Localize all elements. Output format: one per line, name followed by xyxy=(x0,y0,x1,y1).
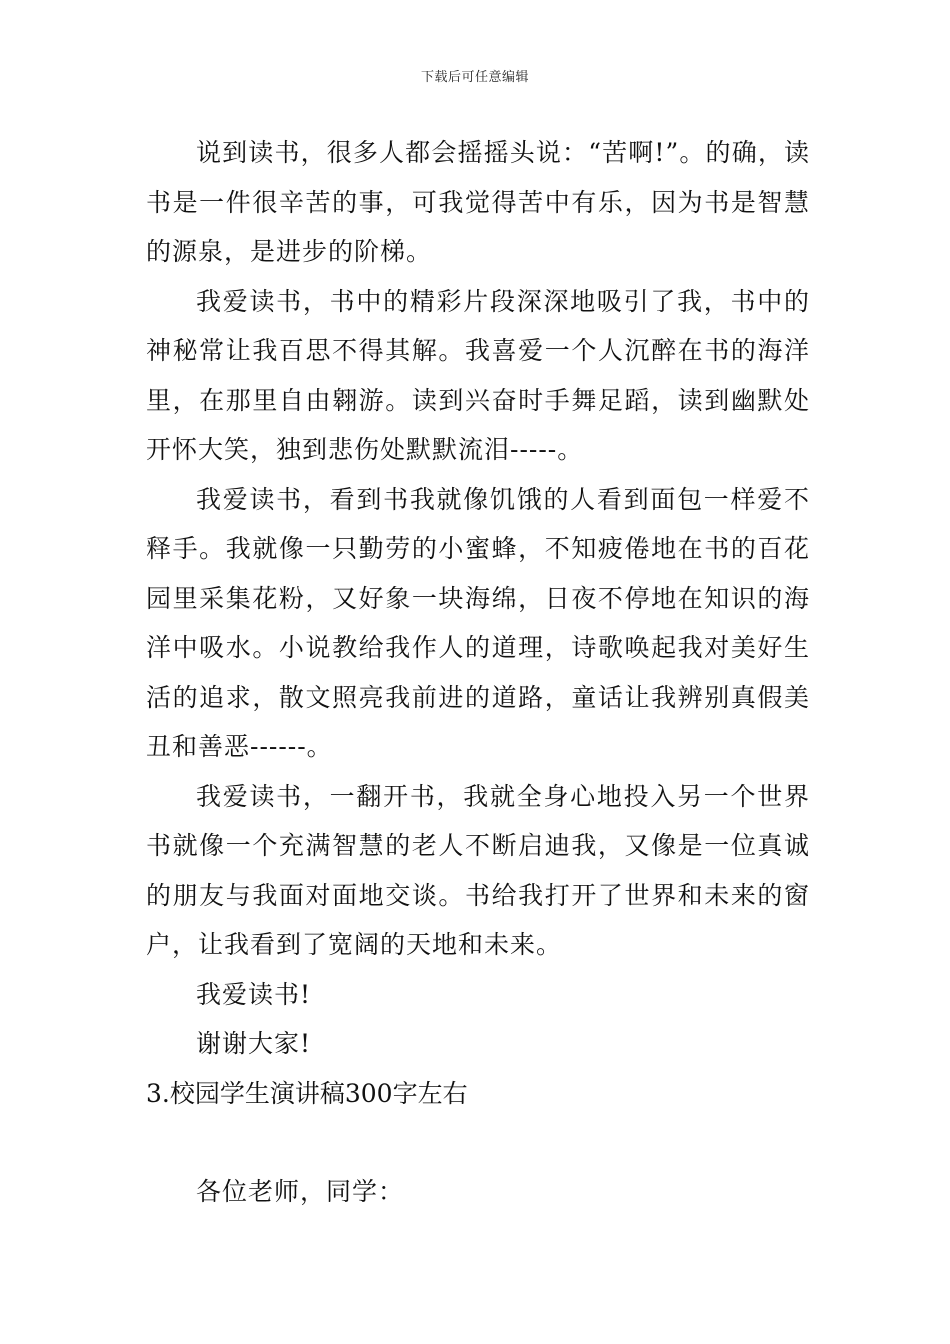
paragraph-love-reading-3: 我爱读书，一翻开书，我就全身心地投入另一个世界书就像一个充满智慧的老人不断启迪我，又像是一位真诚的朋友与我面对面地交谈。书给我打开了世界和未来的窗户，让我看到了宽阔的天地和未来。 xyxy=(146,781,810,959)
paragraph-love-reading-1: 我爱读书，书中的精彩片段深深地吸引了我，书中的神秘常让我百思不得其解。我喜爱一个人沉醉在书的海洋里，在那里自由翱游。读到兴奋时手舞足蹈，读到幽默处开怀大笑，独到悲伤处默默流泪-----。 xyxy=(146,286,810,464)
paragraph-love-reading-2: 我爱读书，看到书我就像饥饿的人看到面包一样爱不释手。我就像一只勤劳的小蜜蜂，不知疲倦地在书的百花园里采集花粉，又好象一块海绵，日夜不停地在知识的海洋中吸水。小说教给我作人的道理，诗歌唤起我对美好生活的追求，散文照亮我前进的道路，童话让我辨别真假美丑和善恶------。 xyxy=(146,484,810,761)
page-header: 下载后可任意编辑 xyxy=(420,70,529,85)
paragraph-greeting: 各位老师，同学： xyxy=(196,1177,405,1206)
paragraph-closing-love: 我爱读书! xyxy=(196,979,312,1009)
paragraph-intro: 说到读书，很多人都会摇摇头说：“苦啊!”。的确，读书是一件很辛苦的事，可我觉得苦中有乐，因为书是智慧的源泉，是进步的阶梯。 xyxy=(146,138,810,266)
paragraph-thanks: 谢谢大家! xyxy=(196,1029,312,1058)
section-heading: 3.校园学生演讲稿300字左右 xyxy=(146,1078,468,1108)
blank-line xyxy=(146,1118,810,1167)
document-body xyxy=(146,128,810,1217)
